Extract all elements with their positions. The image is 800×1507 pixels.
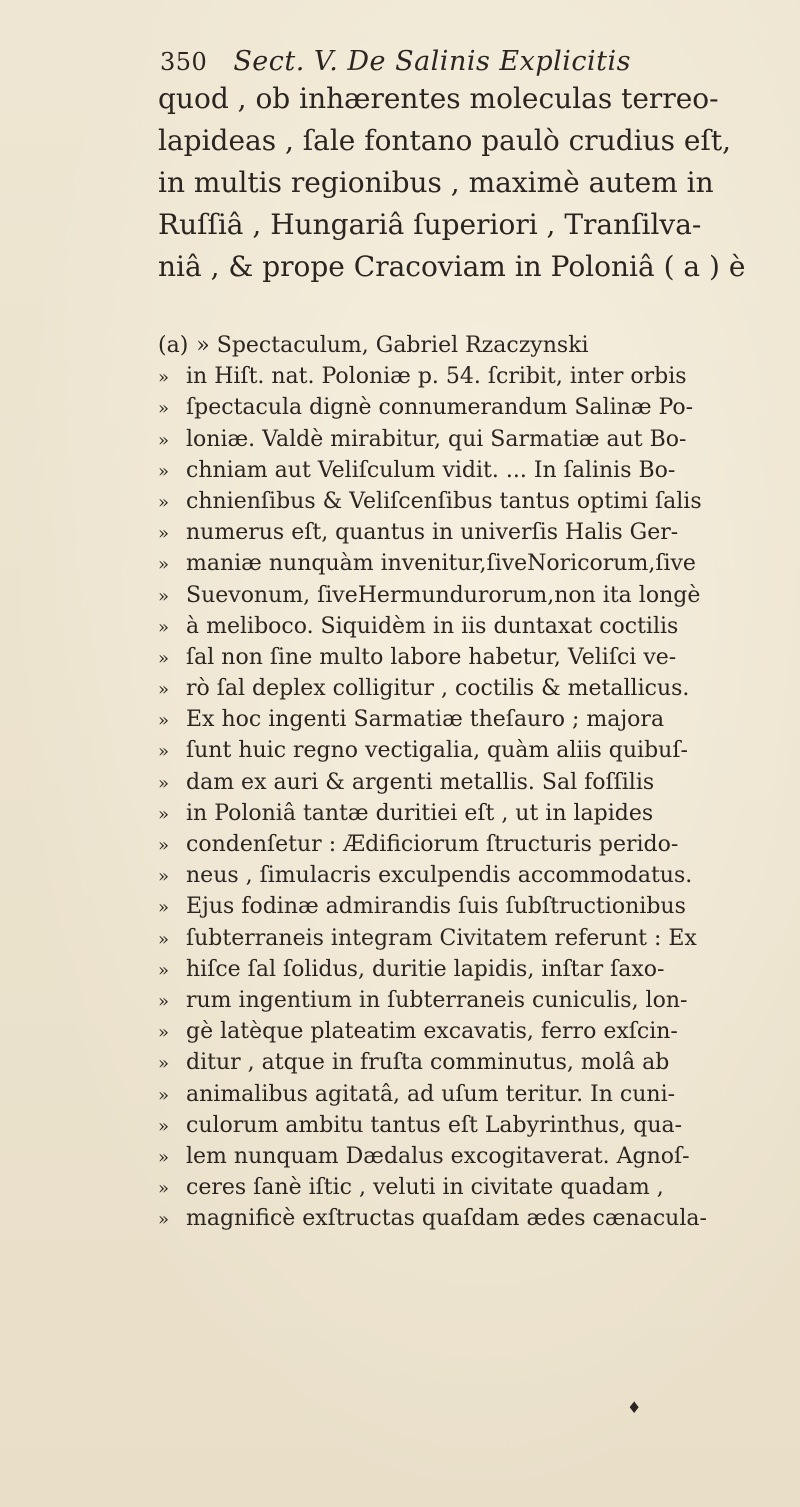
footnote-line [158, 985, 770, 1016]
footnote-line [158, 798, 770, 829]
footnote-line-text: neus , ſimulacris exculpendis accommodatus. [186, 863, 693, 889]
quote-mark: » [158, 803, 170, 825]
quote-mark: » [158, 710, 170, 732]
quote-mark: » [158, 1115, 170, 1137]
footnote-line [158, 548, 770, 579]
footnote-block [158, 330, 770, 1234]
quote-mark: » [158, 585, 170, 607]
footnote-line-text: animalibus agitatâ, ad uſum teritur. In cuni- [186, 1081, 676, 1107]
footnote-line [158, 517, 770, 548]
footnote-line-text: à meliboco. Siquidèm in iis duntaxat coctilis [186, 613, 679, 639]
quote-mark: » [158, 429, 170, 451]
footnote-line-text: in Poloniâ tantæ duritiei eſt , ut in lapides [186, 800, 654, 826]
footnote-line [158, 923, 770, 954]
page-number: 350 [160, 48, 208, 76]
footnote-line [158, 1047, 770, 1078]
footnote-line-text: Ex hoc ingenti Sarmatiæ theſauro ; majora [186, 707, 665, 733]
quote-mark: » [158, 398, 170, 420]
footnote-line-text: ſubterraneis integram Civitatem referunt : Ex [186, 925, 697, 951]
quote-mark: » [158, 1209, 170, 1231]
footnote-line [158, 735, 770, 766]
footnote-line [158, 829, 770, 860]
footnote-line-text: lem nunquam Dædalus excogitaverat. Agnoſ- [186, 1143, 690, 1169]
footnote-line [158, 767, 770, 798]
main-text-line: in multis regionibus , maximè autem in [158, 166, 714, 199]
footnote-line-text: rum ingentium in ſubterraneis cuniculis, lon- [186, 987, 688, 1013]
footnote-line [158, 642, 770, 673]
footnote-line-text: ditur , atque in fruſta comminutus, molâ ab [186, 1050, 670, 1076]
quote-mark: » [158, 1146, 170, 1168]
footnote-line [158, 580, 770, 611]
quote-mark: » [158, 1178, 170, 1200]
footnote-line [158, 704, 770, 735]
quote-mark: » [158, 866, 170, 888]
footnote-line-text: ſpectacula dignè connumerandum Salinæ Po- [186, 395, 694, 421]
quote-mark: » [158, 1022, 170, 1044]
footnote-line [158, 424, 770, 455]
footnote-line [158, 611, 770, 642]
main-text-line: quod , ob inhærentes moleculas terreo- [158, 82, 719, 115]
footnote-line-text: Ejus fodinæ admirandis ſuis ſubſtructionibus [186, 894, 686, 920]
footnote-line [158, 673, 770, 704]
quote-mark: » [158, 679, 170, 701]
footnote-line [158, 1110, 770, 1141]
footnote-line-text: hiſce ſal ſolidus, duritie lapidis, inſtar ſaxo- [186, 956, 665, 982]
footnote-opening: » Spectaculum, Gabriel Rzaczynski [196, 333, 589, 358]
quote-mark: » [158, 741, 170, 763]
quote-mark: » [158, 772, 170, 794]
footnote-line [158, 1079, 770, 1110]
footnote-line [158, 1141, 770, 1172]
footnote-line-text: chniam aut Veliſculum vidit. ... In ſalinis Bo- [186, 457, 676, 483]
footnote-ref: (a) [158, 333, 189, 358]
footnote-line-text: Suevonum, ſiveHermundurorum,non ita longè [186, 582, 701, 608]
footnote-line-text: gè latèque plateatim excavatis, ferro exſcin- [186, 1019, 678, 1045]
footnote-line-text: in Hiſt. nat. Poloniæ p. 54. ſcribit, inter orbis [186, 364, 687, 390]
footnote-line-text: magnificè exſtructas quaſdam ædes cænacula- [186, 1206, 707, 1232]
footnote-line-text: numerus eſt, quantus in univerſis Halis Ger- [186, 520, 679, 546]
footnote-line [158, 486, 770, 517]
quote-mark: » [158, 460, 170, 482]
main-text-line: Ruſſiâ , Hungariâ ſuperiori , Tranſilva- [158, 208, 702, 241]
footnote-line [158, 860, 770, 891]
quote-mark: » [158, 928, 170, 950]
footnote-line [158, 891, 770, 922]
footnote-lines [158, 361, 770, 1234]
footnote-line-text: chnienſibus & Veliſcenſibus tantus optimi ſalis [186, 488, 702, 514]
footnote-line [158, 1016, 770, 1047]
main-text-line: lapideas , ſale fontano paulò crudius eſt, [158, 124, 731, 157]
quote-mark: » [158, 835, 170, 856]
footnote-line-text: maniæ nunquàm invenitur,ſiveNoricorum,ſive [186, 551, 696, 577]
footnote-line-text: condenſetur : Ædificiorum ſtructuris perido- [186, 832, 679, 857]
footnote-line [158, 361, 770, 392]
footnote-line-text: rò ſal deplex colligitur , coctilis & metallicus. [186, 676, 690, 702]
footnote-line-text: dam ex auri & argenti metallis. Sal foſſilis [186, 769, 655, 795]
footnote-first-line [158, 330, 770, 361]
footnote-line [158, 954, 770, 985]
footnote-line [158, 392, 770, 423]
footnote-line [158, 1203, 770, 1234]
footnote-line-text: culorum ambitu tantus eſt Labyrinthus, qua- [186, 1112, 683, 1138]
footnote-line [158, 455, 770, 486]
footnote-line-text: ceres ſanè iſtic , veluti in civitate quadam , [186, 1175, 664, 1201]
footnote-line-text: ſal non ſine multo labore habetur, Veliſci ve- [186, 644, 677, 670]
quote-mark: » [158, 491, 170, 513]
running-title: Sect. V. De Salinis Explicitis [233, 46, 631, 77]
quote-mark: » [158, 1053, 170, 1075]
footnote-line-text: loniæ. Valdè mirabitur, qui Sarmatiæ aut Bo- [186, 426, 687, 452]
ornament-mark: ♦ [627, 1398, 642, 1417]
quote-mark: » [158, 959, 170, 981]
quote-mark: » [158, 647, 170, 669]
footnote-line [158, 1172, 770, 1203]
quote-mark: » [158, 554, 170, 576]
quote-mark: » [158, 616, 170, 638]
running-header [160, 46, 631, 77]
quote-mark: » [158, 367, 170, 389]
main-text-block [158, 78, 768, 290]
quote-mark: » [158, 1084, 170, 1106]
quote-mark: » [158, 897, 170, 919]
footnote-line-text: ſunt huic regno vectigalia, quàm aliis quibuſ- [186, 738, 688, 764]
main-text-line: niâ , & prope Cracoviam in Poloniâ ( a ) è [158, 250, 746, 283]
quote-mark: » [158, 990, 170, 1012]
quote-mark: » [158, 523, 170, 545]
